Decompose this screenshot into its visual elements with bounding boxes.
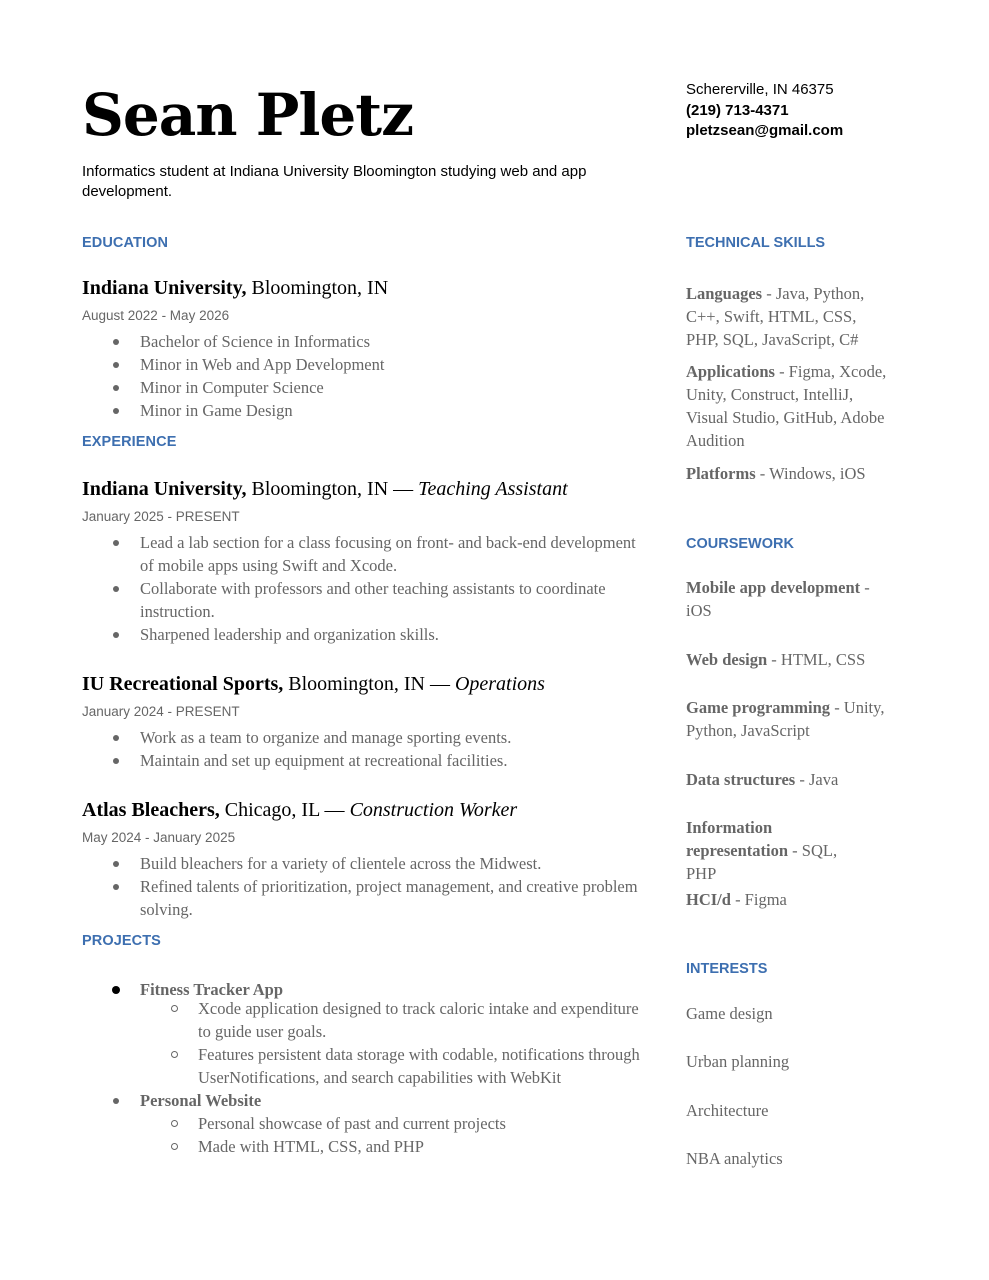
project-details	[140, 997, 642, 1089]
course-label: HCI/d	[686, 890, 731, 909]
skill-item	[686, 282, 891, 351]
course-item	[686, 648, 891, 671]
skill-label: Languages	[686, 284, 763, 303]
list-item: Maintain and set up equipment at recreational facilities.	[82, 749, 642, 772]
right-column	[686, 80, 891, 1180]
list-item: Work as a team to organize and manage sporting events.	[82, 726, 642, 749]
education-dates: August 2022 - May 2026	[82, 308, 230, 323]
list-item: Bachelor of Science in Informatics	[82, 330, 642, 353]
education-list	[82, 330, 642, 422]
job-title	[82, 799, 517, 822]
course-label: Web design	[686, 650, 768, 669]
contact-block	[686, 80, 891, 142]
interest-item: Urban planning	[686, 1052, 790, 1071]
job-title	[82, 673, 545, 696]
summary: Informatics student at Indiana University Bloomington studying web and app development.	[82, 163, 587, 200]
job-dates: January 2024 - PRESENT	[82, 704, 240, 719]
projects-heading: PROJECTS	[82, 933, 161, 949]
course-value: - Unity, Python, JavaScript	[686, 698, 885, 740]
interest-item: NBA analytics	[686, 1149, 783, 1168]
skill-label: Applications	[686, 362, 775, 381]
applicant-name: Sean Pletz	[82, 81, 414, 149]
skill-item	[686, 462, 891, 485]
job-bullets	[82, 726, 642, 772]
skill-item	[686, 360, 891, 452]
job-location: Chicago, IL —	[219, 799, 350, 821]
course-value: - Figma	[730, 890, 787, 909]
project-item	[82, 1089, 642, 1158]
school-name: Indiana University,	[82, 277, 247, 299]
job-org: Indiana University,	[82, 478, 247, 500]
course-label: Mobile app development	[686, 578, 861, 597]
job-dates: May 2024 - January 2025	[82, 830, 236, 845]
contact-email[interactable]: pletzsean@gmail.com	[686, 122, 844, 139]
job-bullets	[82, 852, 642, 921]
course-item	[686, 576, 891, 622]
list-item: Personal showcase of past and current projects	[140, 1112, 642, 1135]
course-label: Game programming	[686, 698, 831, 717]
course-item	[686, 696, 891, 742]
interest-item: Game design	[686, 1004, 773, 1023]
job-role: Teaching Assistant	[418, 478, 568, 500]
skill-value: - Figma, Xcode, Unity, Construct, IntelliJ, Visual Studio, GitHub, Adobe Audition	[686, 362, 887, 450]
list-item: Xcode application designed to track caloric intake and expenditure to guide user goals.	[140, 997, 642, 1043]
course-value: - Java	[795, 770, 839, 789]
list-item: Sharpened leadership and organization skills.	[82, 623, 642, 646]
contact-phone[interactable]: (219) 713-4371	[686, 101, 789, 119]
course-item	[686, 816, 866, 885]
interests-heading: INTERESTS	[686, 961, 768, 977]
course-label: Information representation	[686, 818, 789, 860]
list-item: Refined talents of prioritization, project management, and creative problem solving.	[82, 875, 642, 921]
list-item: Collaborate with professors and other teaching assistants to coordinate instruction.	[82, 577, 642, 623]
list-item: Minor in Game Design	[82, 399, 642, 422]
list-item: Features persistent data storage with codable, notifications through UserNotifications, and search capabilities with WebKit	[140, 1043, 642, 1089]
job-dates: January 2025 - PRESENT	[82, 509, 240, 524]
skill-label: Platforms	[686, 464, 756, 483]
job-bullets	[82, 531, 642, 646]
project-title: Personal Website	[140, 1091, 262, 1110]
course-value: - iOS	[686, 578, 870, 620]
experience-heading: EXPERIENCE	[82, 434, 177, 450]
skills-heading: TECHNICAL SKILLS	[686, 235, 826, 251]
course-item	[686, 888, 891, 911]
job-location: Bloomington, IN —	[283, 673, 455, 695]
job-role: Operations	[454, 673, 545, 695]
project-title: Fitness Tracker App	[140, 980, 284, 999]
job-org: Atlas Bleachers,	[82, 799, 220, 821]
coursework-heading: COURSEWORK	[686, 536, 794, 552]
skill-value: - Java, Python, C++, Swift, HTML, CSS, PHP, SQL, JavaScript, C#	[686, 284, 865, 349]
list-item: Minor in Web and App Development	[82, 353, 642, 376]
list-item: Build bleachers for a variety of clientele across the Midwest.	[82, 852, 642, 875]
course-item	[686, 768, 891, 791]
list-item: Made with HTML, CSS, and PHP	[140, 1135, 642, 1158]
job-org: IU Recreational Sports,	[82, 673, 284, 695]
education-title	[82, 277, 388, 300]
course-value: - HTML, CSS	[767, 650, 866, 669]
job-role: Construction Worker	[349, 799, 518, 821]
job-title	[82, 478, 568, 501]
school-location: Bloomington, IN	[246, 277, 389, 299]
skill-value: - Windows, iOS	[755, 464, 866, 483]
job-location: Bloomington, IN —	[246, 478, 419, 500]
project-item	[82, 978, 642, 1089]
course-label: Data structures	[686, 770, 796, 789]
left-column	[82, 80, 642, 1180]
education-heading: EDUCATION	[82, 235, 169, 251]
project-details	[140, 1112, 642, 1158]
contact-location: Schererville, IN 46375	[686, 81, 834, 98]
list-item: Lead a lab section for a class focusing on front- and back-end development of mobile apps using Swift and Xcode.	[82, 531, 642, 577]
course-value: - SQL, PHP	[686, 841, 838, 883]
list-item: Minor in Computer Science	[82, 376, 642, 399]
projects-list	[82, 978, 642, 1158]
interest-item: Architecture	[686, 1101, 769, 1120]
